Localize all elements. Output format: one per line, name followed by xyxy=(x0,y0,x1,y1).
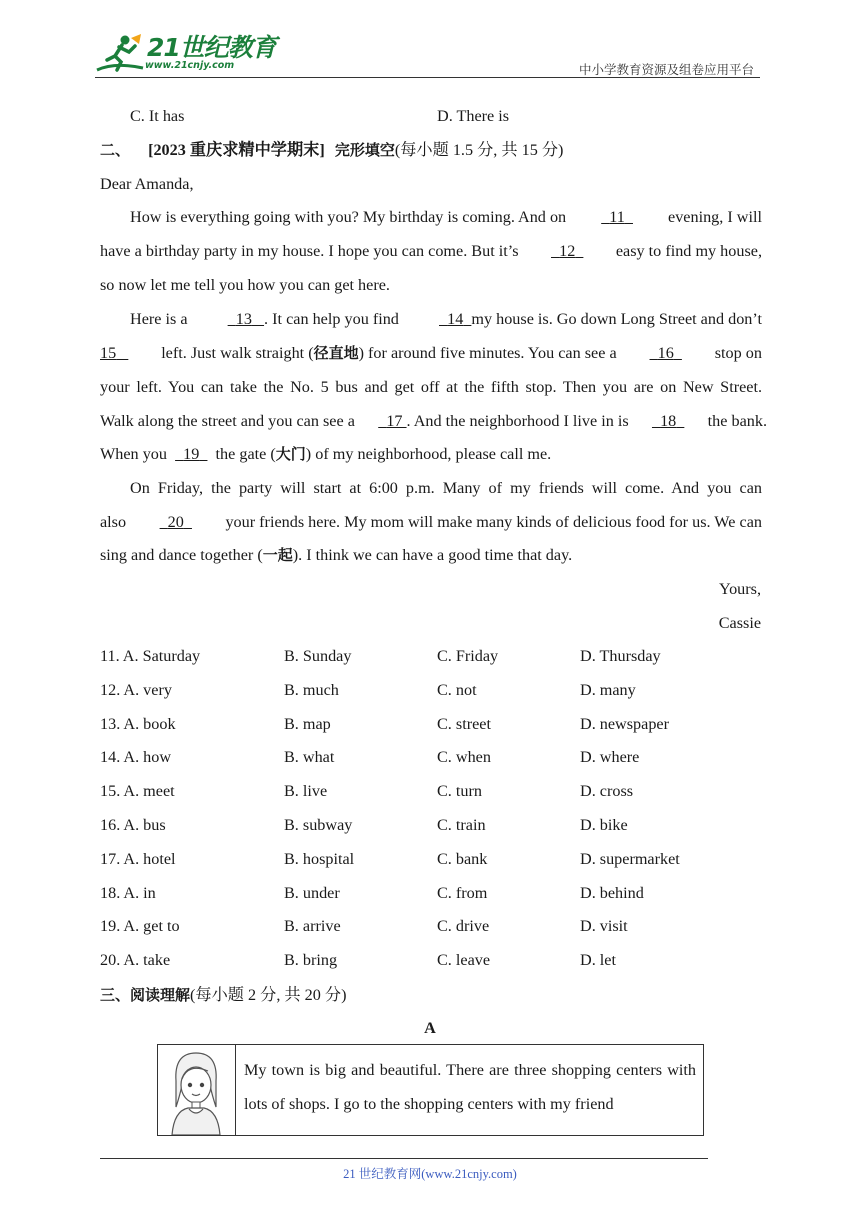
letter-p1-line3: so now let me tell you how you can get here. xyxy=(100,276,390,294)
option-choice: D. visit xyxy=(580,917,628,936)
footer-divider xyxy=(100,1158,708,1159)
section2-heading xyxy=(100,140,563,160)
blank-12: 12 xyxy=(559,242,576,260)
text-span: stop on xyxy=(714,344,762,362)
option-choice: B. subway xyxy=(284,816,353,834)
text-span: easy to find my house, xyxy=(615,242,762,260)
blank-13: 13 xyxy=(235,310,252,328)
option-choice: 16. A. bus xyxy=(100,816,166,834)
section2-number: 二、 xyxy=(100,141,131,159)
cjk-gloss: 径直地 xyxy=(313,344,359,362)
site-logo xyxy=(95,32,276,76)
blank-16: 16 xyxy=(657,344,674,362)
header-divider xyxy=(95,77,760,78)
letter-p2-line2 xyxy=(100,343,762,363)
text-span: ) for around five minutes. You can see a xyxy=(358,344,617,362)
option-choice: D. where xyxy=(580,748,640,767)
letter-greeting: Dear Amanda, xyxy=(100,175,194,193)
letter-p2-line5 xyxy=(100,444,551,464)
letter-p1-line1 xyxy=(130,207,762,227)
passage-table xyxy=(157,1044,704,1136)
option-choice: C. turn xyxy=(437,782,482,801)
page-header xyxy=(0,0,860,80)
option-choice: B. map xyxy=(284,714,331,733)
letter-p3-line2 xyxy=(100,512,762,532)
blank-11: 11 xyxy=(609,208,625,226)
option-choice: C. when xyxy=(437,748,491,767)
text-span: also xyxy=(100,513,127,531)
text-span: evening, I will xyxy=(668,208,762,226)
option-choice: B. what xyxy=(284,748,335,767)
letter-p2-line4 xyxy=(100,411,767,431)
text-span: Here is a xyxy=(130,310,188,328)
option-choice: D. bike xyxy=(580,816,628,834)
blank-18: 18 xyxy=(660,412,677,430)
section2-source: [2023 重庆求精中学期末] xyxy=(148,141,325,159)
text-span: the gate ( xyxy=(215,445,276,463)
letter-p2-line3: your left. You can take the No. 5 bus and get off at the fifth stop. Then you are on New Street. xyxy=(100,378,762,396)
text-span: the bank. xyxy=(707,412,767,430)
option-choice: 11. A. Saturday xyxy=(100,647,201,665)
text-span: Walk along the street and you can see a xyxy=(100,412,355,430)
option-choice: 13. A. book xyxy=(100,714,176,733)
section3-title: 三、阅读理解 xyxy=(100,986,191,1004)
option-choice: 14. A. how xyxy=(100,748,172,767)
section2-title: 完形填空 xyxy=(334,141,395,159)
girl-icon xyxy=(158,1045,235,1135)
option-choice: 18. A. in xyxy=(100,883,156,902)
option-choice: D. supermarket xyxy=(580,849,680,868)
letter-p3-line1: On Friday, the party will start at 6:00 p.m. Many of my friends will come. And you can xyxy=(130,479,762,497)
text-span: ). I think we can have a good time that day. xyxy=(292,546,573,564)
option-choice: C. Friday xyxy=(437,647,499,665)
option-choice: C. street xyxy=(437,714,491,733)
option-choice: 17. A. hotel xyxy=(100,849,176,868)
text-span: How is everything going with you? My birthday is coming. And on xyxy=(130,208,567,226)
option-choice: B. live xyxy=(284,782,328,801)
text-span: my house is. Go down Long Street and don’t xyxy=(471,310,762,328)
option-choice: 19. A. get to xyxy=(100,917,180,936)
option-choice: C. bank xyxy=(437,849,488,868)
blank-17: 17 xyxy=(386,412,403,430)
cjk-gloss: 一起 xyxy=(262,546,293,564)
option-choice: B. bring xyxy=(284,951,338,970)
text-span: ) of my neighborhood, please call me. xyxy=(305,445,552,463)
option-choice: B. arrive xyxy=(284,917,341,936)
option-choice: D. cross xyxy=(580,782,634,801)
letter-p1-line2 xyxy=(100,241,762,261)
text-span: left. Just walk straight ( xyxy=(161,344,314,362)
option-choice: B. Sunday xyxy=(284,647,352,665)
cjk-gloss: 大门 xyxy=(275,445,306,463)
letter-p3-line3 xyxy=(100,545,572,565)
prev-option-d: D. There is xyxy=(437,107,510,125)
option-choice: B. hospital xyxy=(284,849,355,868)
blank-20: 20 xyxy=(167,513,184,531)
section2-score: (每小题 1.5 分, 共 15 分) xyxy=(394,141,564,159)
text-span: your friends here. My mom will make many kinds of delicious food for us. We can xyxy=(225,513,762,531)
option-choice: 15. A. meet xyxy=(100,782,175,801)
logo-text: 21世纪教育 xyxy=(147,33,276,62)
option-choice: B. much xyxy=(284,680,339,699)
option-choice: C. train xyxy=(437,816,486,834)
header-platform-text: 中小学教育资源及组卷应用平台 xyxy=(578,62,754,77)
blank-15: 15 xyxy=(100,344,117,362)
passage-label: A xyxy=(424,1019,436,1037)
option-choice: D. let xyxy=(580,951,616,970)
page-footer: 21 世纪教育网(www.21cnjy.com) xyxy=(343,1167,517,1181)
passage-text: My town is big and beautiful. There are three shopping centers with lots of shops. I go to the shopping centers with my friend xyxy=(244,1061,696,1113)
text-span: . It can help you find xyxy=(264,310,399,328)
option-choice: C. from xyxy=(437,883,488,902)
section3-score: (每小题 2 分, 共 20 分) xyxy=(190,986,347,1004)
girl-portrait-image xyxy=(158,1045,236,1135)
option-choice: 20. A. take xyxy=(100,951,171,970)
option-choice: C. drive xyxy=(437,917,490,936)
option-choice: D. behind xyxy=(580,883,644,902)
blank-14: 14 xyxy=(447,310,464,328)
blank-19: 19 xyxy=(183,445,200,463)
option-choice: D. Thursday xyxy=(580,647,661,665)
text-span: sing and dance together ( xyxy=(100,546,263,564)
option-choice: 12. A. very xyxy=(100,680,172,699)
text-span: have a birthday party in my house. I hope you can come. But it’s xyxy=(100,242,519,260)
letter-p2-line1 xyxy=(130,309,762,329)
option-choice: C. leave xyxy=(437,951,491,970)
prev-option-c: C. It has xyxy=(130,107,185,125)
letter-closing: Yours, xyxy=(719,580,761,598)
option-choice: D. newspaper xyxy=(580,714,669,733)
option-choice: C. not xyxy=(437,680,477,699)
runner-logo-icon xyxy=(95,32,147,76)
option-choice: B. under xyxy=(284,883,340,902)
logo-url: www.21cnjy.com xyxy=(145,60,235,71)
option-choice: D. many xyxy=(580,680,636,699)
text-span: . And the neighborhood I live in is xyxy=(406,412,629,430)
section3-heading xyxy=(100,985,346,1005)
text-span: When you xyxy=(100,445,167,463)
letter-signature: Cassie xyxy=(718,614,761,632)
